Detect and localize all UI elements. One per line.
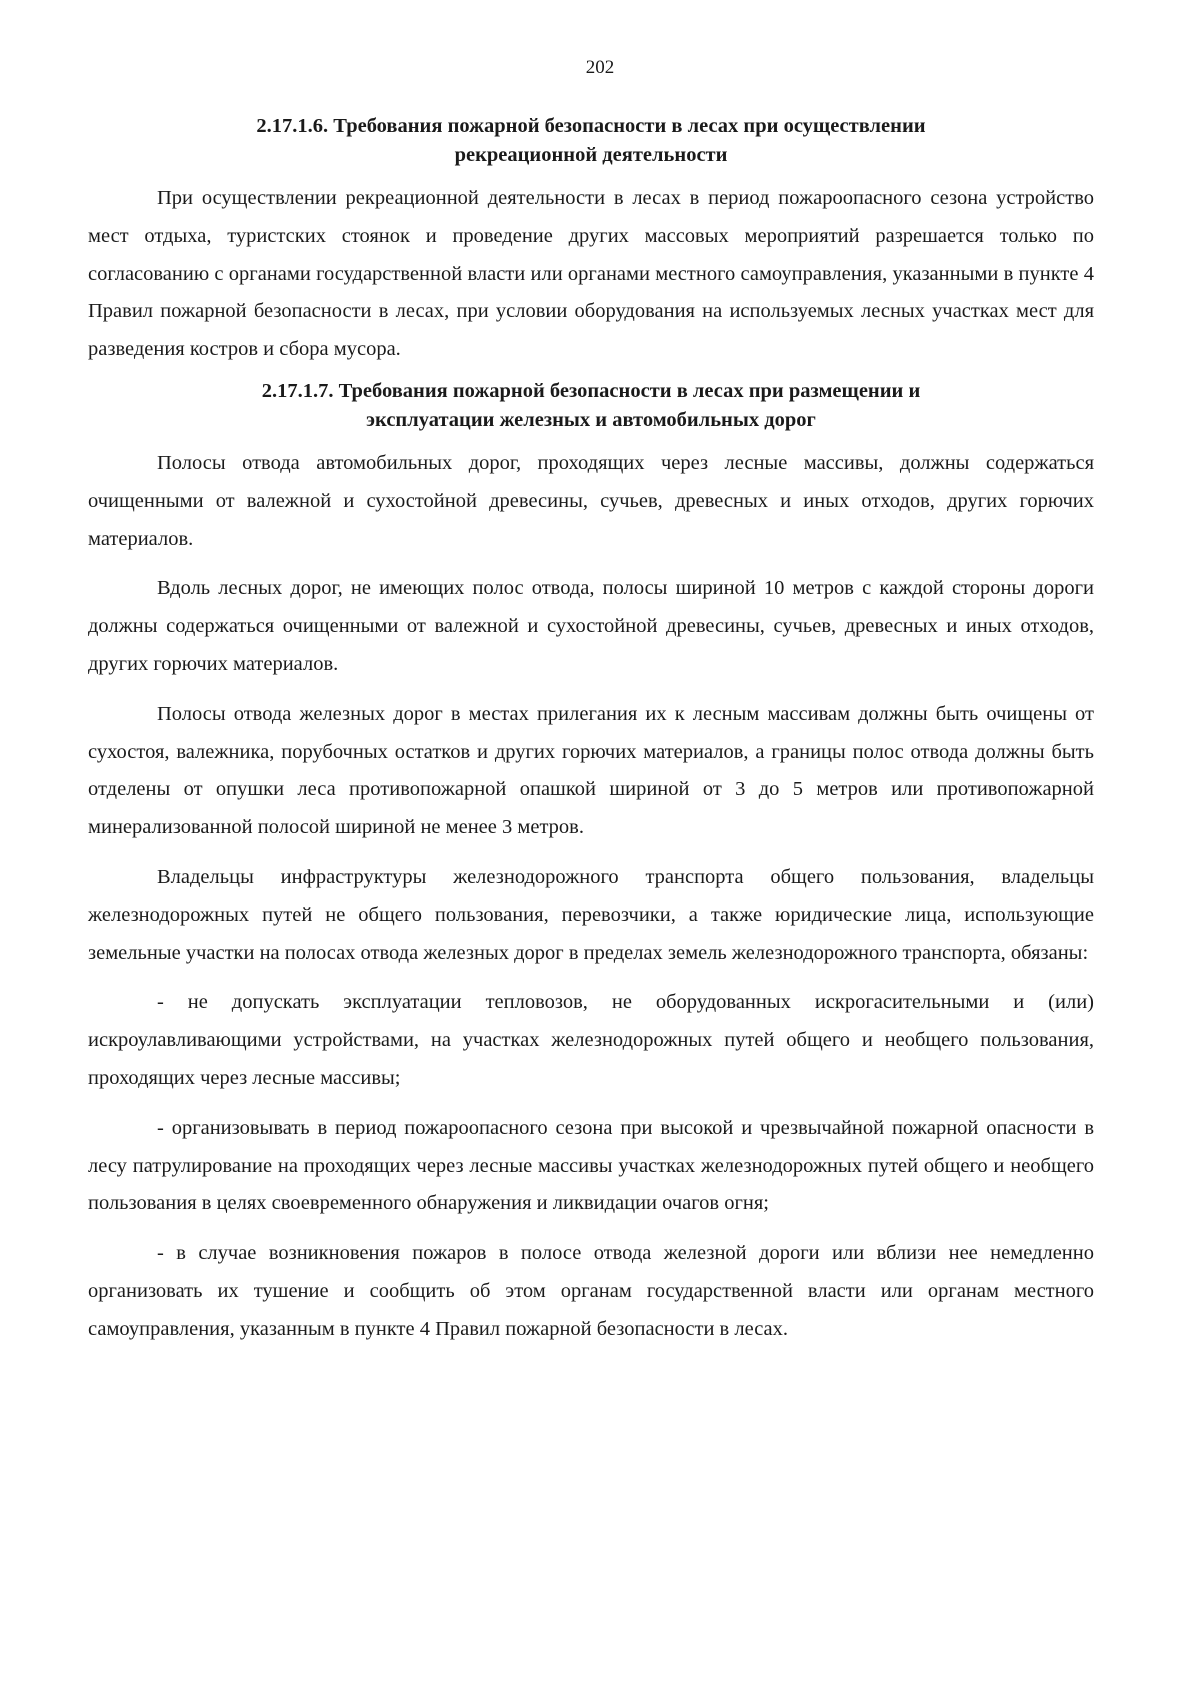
- list-item: - организовывать в период пожароопасного сезона при высокой и чрезвычайной пожарной опасности в лесу патрулирование на проходящих через лесные массивы участках железнодорожных путей общего и необщего пользования в целях своевременного обнаружения и ликвидации очагов огня;: [88, 1116, 1094, 1215]
- heading-line: эксплуатации железных и автомобильных дорог: [366, 408, 816, 431]
- page-content: [88, 112, 1094, 1349]
- paragraph: При осуществлении рекреационной деятельности в лесах в период пожароопасного сезона устройство мест отдыха, туристских стоянок и проведение других массовых мероприятий разрешается только по согласованию с органами государственной власти или органами местного самоуправления, указанными в пункте 4 Правил пожарной безопасности в лесах, при условии оборудования на используемых лесных участках мест для разведения костров и сбора мусора.: [88, 187, 1094, 361]
- section-heading-2-17-1-6: [88, 112, 1094, 170]
- heading-line: рекреационной деятельности: [454, 144, 728, 166]
- paragraph: Владельцы инфраструктуры железнодорожного транспорта общего пользования, владельцы железнодорожных путей не общего пользования, перевозчики, а также юридические лица, использующие земельные участки на полосах отвода железных дорог в пределах земель железнодорожного транспорта, обязаны:: [88, 865, 1094, 964]
- list-item: - не допускать эксплуатации тепловозов, не оборудованных искрогасительными и (или) искроулавливающими устройствами, на участках железнодорожных путей общего и необщего пользования, проходящих через лесные массивы;: [88, 991, 1094, 1089]
- section-heading-2-17-1-7: [88, 377, 1094, 435]
- paragraph: Вдоль лесных дорог, не имеющих полос отвода, полосы шириной 10 метров с каждой стороны дороги должны содержаться очищенными от валежной и сухостойной древесины, сучьев, древесных и иных отходов, других горючих материалов.: [88, 577, 1094, 675]
- heading-line: 2.17.1.6. Требования пожарной безопасности в лесах при осуществлении: [256, 115, 926, 137]
- page-number: 202: [585, 57, 615, 78]
- heading-line: 2.17.1.7. Требования пожарной безопасности в лесах при размещении и: [261, 379, 921, 402]
- list-item: - в случае возникновения пожаров в полосе отвода железной дороги или вблизи нее немедленно организовать их тушение и сообщить об этом органам государственной власти или органам местного самоуправления, указанным в пункте 4 Правил пожарной безопасности в лесах.: [88, 1242, 1094, 1340]
- paragraph: Полосы отвода железных дорог в местах прилегания их к лесным массивам должны быть очищены от сухостоя, валежника, порубочных остатков и других горючих материалов, а границы полос отвода должны быть отделены от опушки леса противопожарной опашкой шириной от 3 до 5 метров или противопожарной минерализованной полосой шириной не менее 3 метров.: [88, 702, 1094, 839]
- paragraph: Полосы отвода автомобильных дорог, проходящих через лесные массивы, должны содержаться очищенными от валежной и сухостойной древесины, сучьев, древесных и иных отходов, других горючих материалов.: [88, 451, 1094, 550]
